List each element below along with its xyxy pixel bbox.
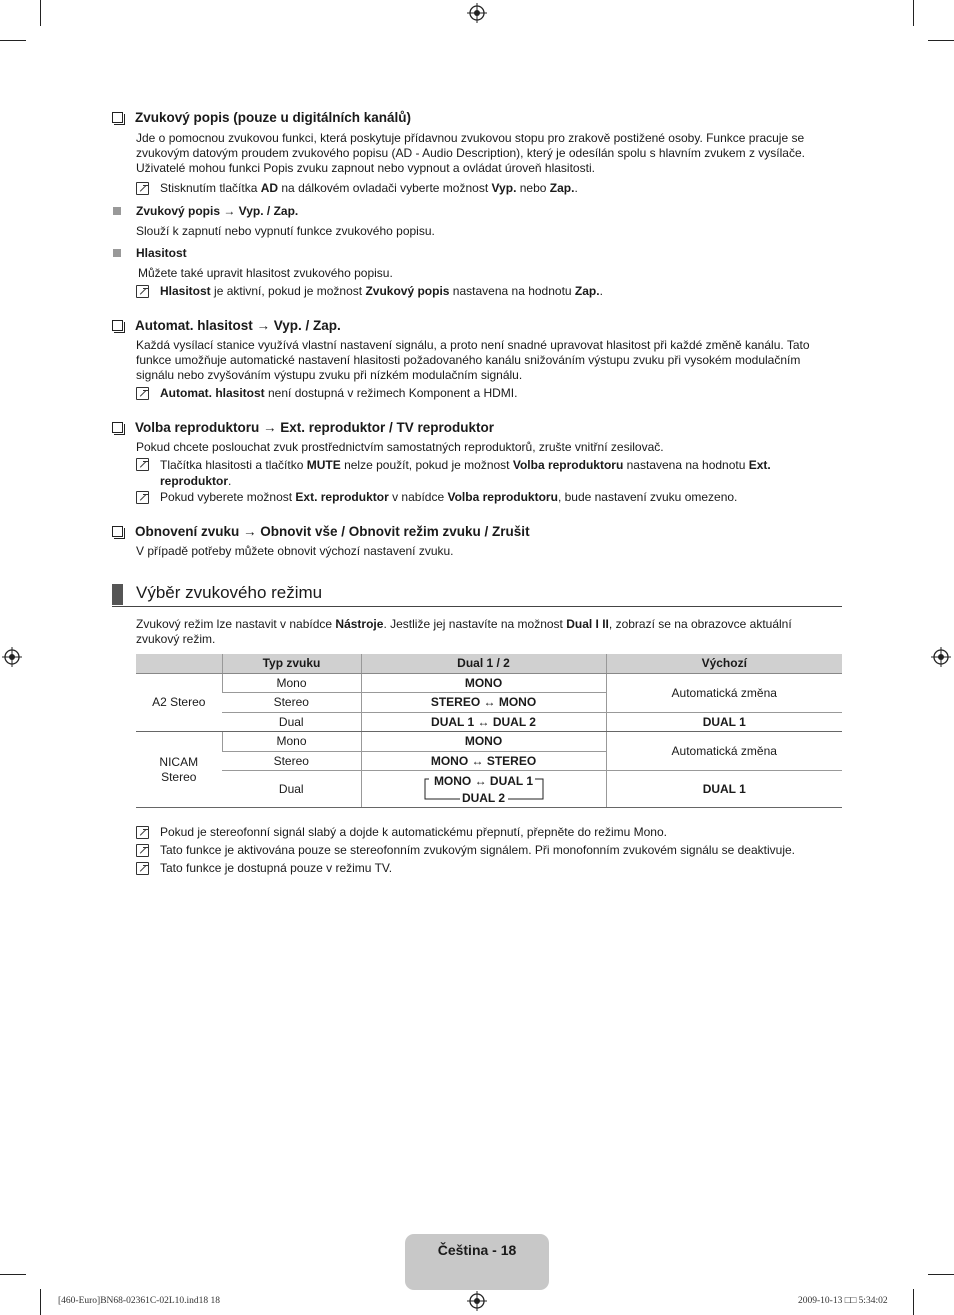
crop-mark bbox=[40, 1289, 41, 1315]
section-body: Každá vysílací stanice využívá vlastní nastavení signálu, a proto není snadné upravovat hlasitost při každé změně kanálu. Tato funkce umožňuje automatické nastavení hlasitosti požadovaného kanálu snižováním výstupu zvuku při vysokém modulačním signálu nebo zvyšováním výstupu zvuku při nízkém modulačním signálu. bbox=[136, 338, 810, 382]
crop-mark bbox=[40, 0, 41, 26]
note: Stisknutím tlačítka AD na dálkovém ovladači vyberte možnost Vyp. nebo Zap.. bbox=[136, 181, 826, 196]
table-cell: DUAL 1 bbox=[606, 771, 842, 808]
square-bullet-icon bbox=[113, 207, 121, 215]
square-bullet-icon bbox=[113, 249, 121, 257]
note-icon bbox=[136, 826, 149, 839]
table-row bbox=[136, 771, 842, 808]
print-info-left: [460-Euro]BN68-02361C-02L10.ind18 18 bbox=[58, 1296, 221, 1306]
crop-mark bbox=[928, 40, 954, 41]
section-title: Výběr zvukového režimu bbox=[112, 582, 842, 607]
note: Pokud je stereofonní signál slabý a dojde k automatickému přepnutí, přepněte do režimu Mono. bbox=[136, 825, 826, 840]
table-cell: Dual bbox=[222, 712, 361, 732]
registration-mark-icon bbox=[2, 647, 22, 667]
table-cell: STEREO ↔ MONO bbox=[361, 693, 606, 713]
table-cell: Dual bbox=[222, 771, 361, 808]
registration-mark-icon bbox=[467, 1291, 487, 1311]
sub-heading: Hlasitost bbox=[113, 246, 187, 260]
checkbox-bullet-icon bbox=[112, 526, 123, 537]
checkbox-bullet-icon bbox=[112, 422, 123, 433]
page-number-tab bbox=[405, 1234, 549, 1290]
table-header-cell: Typ zvuku bbox=[222, 654, 361, 673]
table-cell: Stereo bbox=[222, 751, 361, 771]
section-heading: Obnovení zvuku → Obnovit vše / Obnovit režim zvuku / Zrušit bbox=[112, 524, 530, 539]
sub-body: Slouží k zapnutí nebo vypnutí funkce zvukového popisu. bbox=[136, 224, 435, 238]
note-icon bbox=[136, 458, 149, 471]
dual-cycle-diagram bbox=[424, 773, 544, 805]
group-label: A2 Stereo bbox=[136, 673, 222, 732]
crop-mark bbox=[0, 40, 26, 41]
note-icon bbox=[136, 285, 149, 298]
crop-mark bbox=[913, 0, 914, 26]
table-cell: Automatická změna bbox=[606, 732, 842, 771]
dual-cycle-line1: MONO ↔ DUAL 1 bbox=[433, 774, 534, 788]
note-icon bbox=[136, 387, 149, 400]
table-cell: DUAL 1 ↔ DUAL 2 bbox=[361, 712, 606, 732]
table-cell bbox=[361, 771, 606, 808]
table-row bbox=[136, 712, 842, 732]
note: Tato funkce je dostupná pouze v režimu TV. bbox=[136, 861, 826, 876]
sound-mode-table bbox=[136, 654, 842, 808]
section-heading: Volba reproduktoru → Ext. reproduktor / TV reproduktor bbox=[112, 420, 494, 435]
title-bar-marker bbox=[112, 584, 123, 605]
section-intro: Zvukový režim lze nastavit v nabídce Nástroje. Jestliže jej nastavíte na možnost Dual I II, zobrazí se na obrazovce aktuální zvukový režim. bbox=[136, 617, 792, 646]
crop-mark bbox=[913, 1289, 914, 1315]
table-cell: Automatická změna bbox=[606, 673, 842, 712]
note-icon bbox=[136, 862, 149, 875]
print-info-right: 2009-10-13 □□ 5:34:02 bbox=[798, 1296, 888, 1306]
table-row bbox=[136, 673, 842, 693]
section-heading: Zvukový popis (pouze u digitálních kanálů) bbox=[112, 110, 411, 125]
table-cell: DUAL 1 bbox=[606, 712, 842, 732]
section-body: Pokud chcete poslouchat zvuk prostřednictvím samostatných reproduktorů, zrušte vnitřní zesilovač. bbox=[136, 440, 664, 454]
section-body: V případě potřeby můžete obnovit výchozí nastavení zvuku. bbox=[136, 544, 454, 558]
note-icon bbox=[136, 182, 149, 195]
note: Pokud vyberete možnost Ext. reproduktor v nabídce Volba reproduktoru, bude nastavení zvuku omezeno. bbox=[136, 490, 826, 505]
note: Automat. hlasitost není dostupná v režimech Komponent a HDMI. bbox=[136, 386, 826, 401]
group-label: NICAM Stereo bbox=[136, 732, 222, 808]
note: Tlačítka hlasitosti a tlačítko MUTE nelze použít, pokud je možnost Volba reproduktoru nastavena na hodnotu Ext. reproduktor. bbox=[136, 457, 806, 489]
crop-mark bbox=[0, 1274, 26, 1275]
table-cell: Mono bbox=[222, 673, 361, 693]
section-heading: Automat. hlasitost → Vyp. / Zap. bbox=[112, 318, 341, 333]
table-header-cell bbox=[136, 654, 222, 673]
table-cell: MONO bbox=[361, 673, 606, 693]
checkbox-bullet-icon bbox=[112, 112, 123, 123]
table-cell: Mono bbox=[222, 732, 361, 752]
checkbox-bullet-icon bbox=[112, 320, 123, 331]
cycle-bracket-icon bbox=[424, 773, 544, 805]
table-row bbox=[136, 732, 842, 752]
sub-heading: Zvukový popis → Vyp. / Zap. bbox=[113, 204, 298, 218]
note-icon bbox=[136, 844, 149, 857]
table-cell: Stereo bbox=[222, 693, 361, 713]
sub-body: Můžete také upravit hlasitost zvukového popisu. bbox=[138, 266, 393, 280]
table-header-cell: Dual 1 / 2 bbox=[361, 654, 606, 673]
table-header-cell: Výchozí bbox=[606, 654, 842, 673]
section-body: Jde o pomocnou zvukovou funkci, která poskytuje přídavnou zvukovou stopu pro zrakově postižené osoby. Funkce pracuje se zvukovým datovým proudem zvukového popisu (AD - Audio Description), který je odesílán spolu s hlavním zvukem z vysílače. Uživatelé mohou funkci Popis zvuku zapnout nebo vypnout a ovládat úroveň hlasitosti. bbox=[136, 131, 805, 175]
dual-cycle-line2: DUAL 2 bbox=[461, 791, 506, 805]
table-header-row bbox=[136, 654, 842, 673]
crop-mark bbox=[928, 1274, 954, 1275]
registration-mark-icon bbox=[467, 3, 487, 23]
note: Hlasitost je aktivní, pokud je možnost Zvukový popis nastavena na hodnotu Zap.. bbox=[136, 284, 826, 299]
note: Tato funkce je aktivována pouze se stereofonním zvukovým signálem. Při monofonním zvukovém signálu se deaktivuje. bbox=[136, 843, 826, 858]
note-icon bbox=[136, 491, 149, 504]
registration-mark-icon bbox=[931, 647, 951, 667]
table-cell: MONO bbox=[361, 732, 606, 752]
table-cell: MONO ↔ STEREO bbox=[361, 751, 606, 771]
page-number: Čeština - 18 bbox=[437, 1242, 517, 1258]
